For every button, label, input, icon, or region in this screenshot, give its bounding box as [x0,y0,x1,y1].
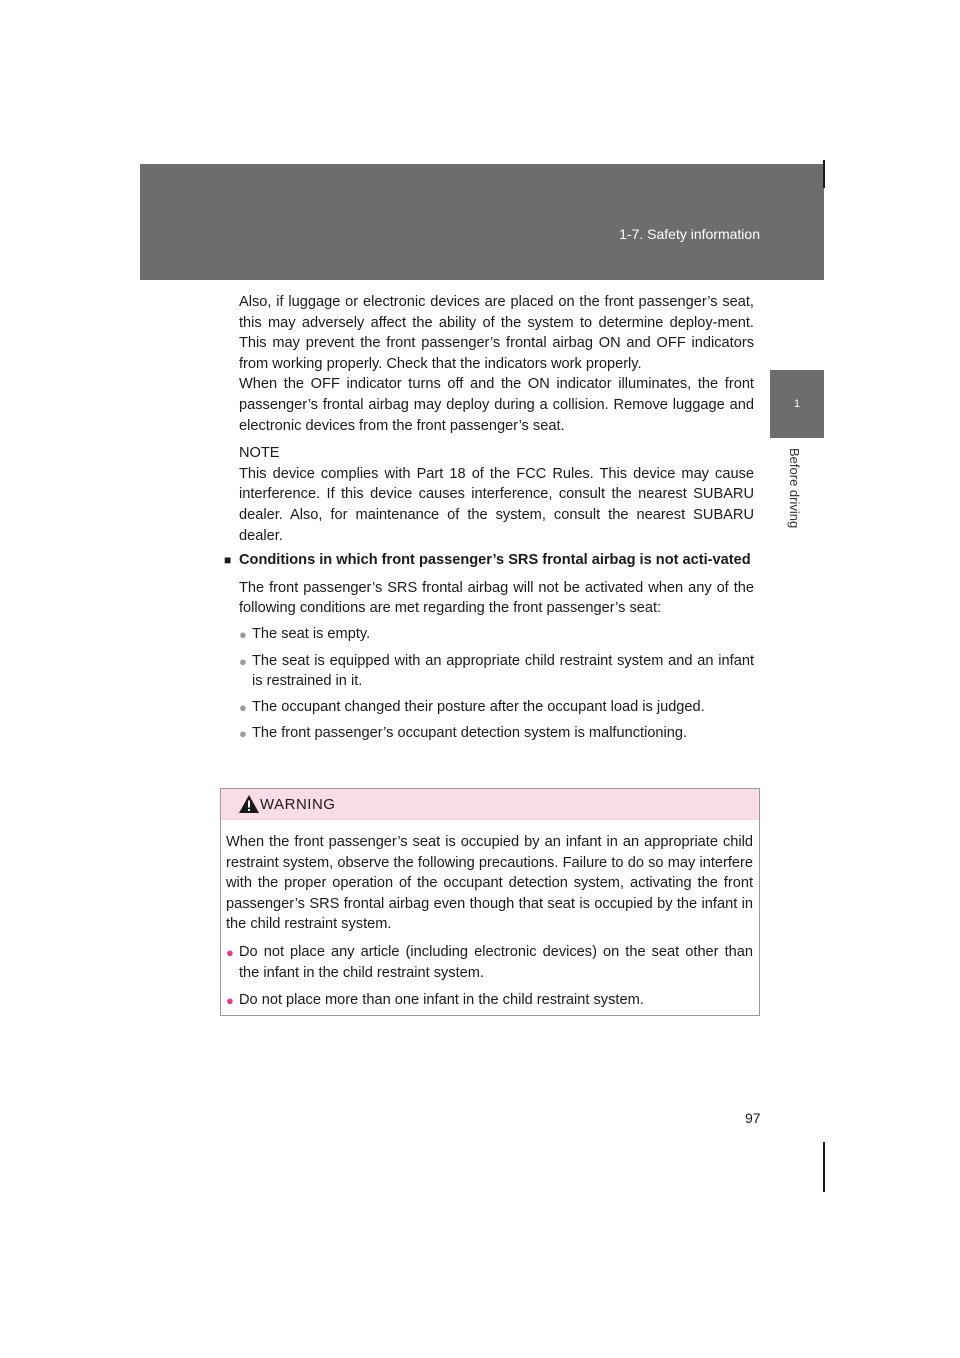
header-band [140,164,824,280]
list-item [226,942,753,983]
list-item [239,624,754,646]
intro-paragraph: Also, if luggage or electronic devices are placed on the front passenger’s seat, this may adversely affect the ability of the system to determine deploy-ment. This may prevent the front passenger’s frontal airbag ON and OFF indicators from working properly. Check that the indicators work properly. [239,294,754,372]
list-item-text: Do not place any article (including electronic devices) on the seat other than the infant in the child restraint system. [239,943,753,981]
section-heading [224,550,754,571]
main-content [224,292,754,745]
list-item [226,990,753,1012]
list-item-text: The front passenger’s occupant detection system is malfunctioning. [252,725,688,742]
warning-box [220,788,760,1016]
list-item-text: The occupant changed their posture after the occupant load is judged. [252,698,705,715]
section-title: 1-7. Safety information [619,226,760,242]
bullet-icon: ● [226,944,234,960]
bullet-icon: ● [239,699,247,715]
bullet-icon: ● [239,626,247,642]
section-body [224,578,754,745]
chapter-tab [770,370,824,438]
intro-block [224,292,754,546]
bullet-icon: ● [226,993,234,1009]
list-item-text: The seat is equipped with an appropriate child restraint system and an infant is restrained in it. [252,652,754,690]
warning-text: When the front passenger’s seat is occupied by an infant in an appropriate child restraint system, observe the following precautions. Failure to do so may interfere with the proper operation of the occupant detection system, activating the front passenger’s SRS frontal airbag even though that seat is occupied by the infant in the child restraint system. [226,834,753,933]
warning-header [221,789,759,820]
note-text: This device complies with Part 18 of the FCC Rules. This device may cause interference. If this device causes interference, consult the nearest SUBARU dealer. Also, for maintenance of the system, consult the nearest SUBARU dealer. [239,465,754,544]
crop-mark-bottom [823,1142,825,1192]
chapter-label: Before driving [787,448,802,529]
intro-paragraph: When the OFF indicator turns off and the ON indicator illuminates, the front passenger’s frontal airbag may deploy during a collision. Remove luggage and electronic devices from the front passenger’s seat. [239,376,754,434]
warning-body [221,820,759,1012]
page-number: 97 [745,1110,761,1126]
heading-marker-icon: ■ [224,553,232,568]
list-item-text: The seat is empty. [252,625,371,642]
chapter-number: 1 [793,398,801,410]
section-intro: The front passenger’s SRS frontal airbag will not be activated when any of the following conditions are met regarding the front passenger’s seat: [239,579,754,617]
section-heading-text: Conditions in which front passenger’s SRS frontal airbag is not acti-vated [239,552,751,569]
bullet-icon: ● [239,653,247,669]
list-item [239,723,754,745]
crop-mark-top [823,160,825,188]
list-item [239,697,754,719]
list-item [239,651,754,692]
list-item-text: Do not place more than one infant in the child restraint system. [239,992,644,1009]
note-label: NOTE [239,445,280,462]
bullet-icon: ● [239,726,247,742]
warning-triangle-icon [238,794,260,814]
warning-title: WARNING [260,796,336,813]
